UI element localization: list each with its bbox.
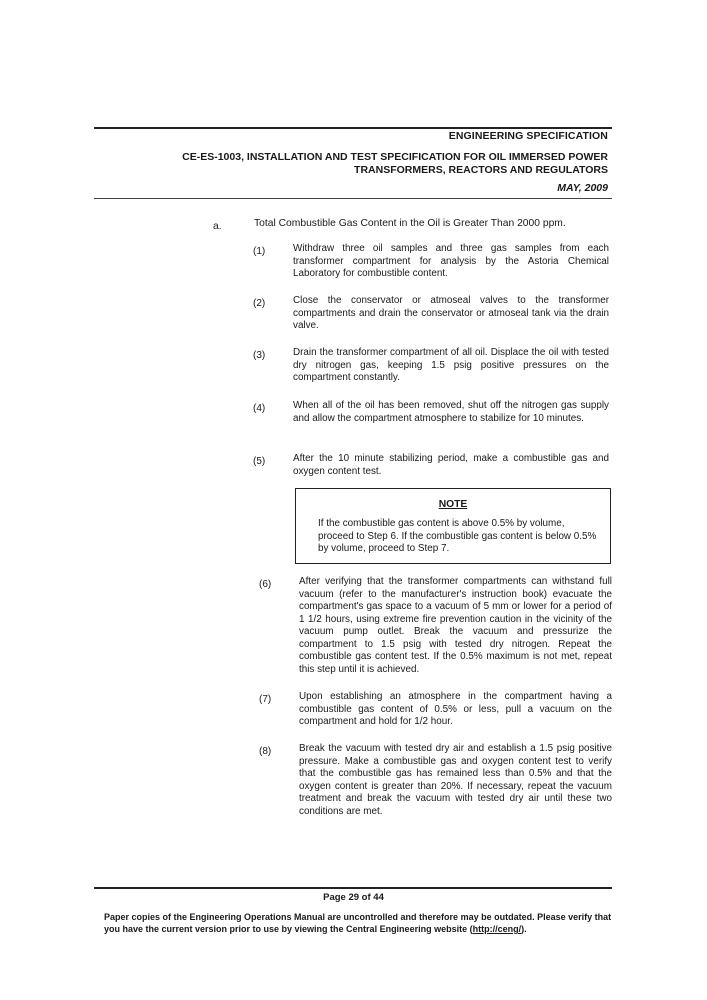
step-number: (8) [259,746,272,757]
note-title: NOTE [438,499,468,510]
section-a-heading: Total Combustible Gas Content in the Oil is Greater Than 2000 ppm. [254,218,566,229]
page-number: Page 29 of 44 [323,892,384,903]
footer-disclaimer [104,911,624,935]
disclaimer-text: Paper copies of the Engineering Operations Manual are uncontrolled and therefore may be outdated. Please verify that you have the current version prior to use by viewing the Central Engineering website ( [104,912,612,934]
spec-title-line-1: CE-ES-1003, INSTALLATION AND TEST SPECIFICATION FOR OIL IMMERSED POWER [182,151,608,163]
header-rule-thin [94,198,612,199]
step-text: When all of the oil has been removed, shut off the nitrogen gas supply and allow the compartment atmosphere to stabilize for 10 minutes. [293,400,609,424]
step-text: Drain the transformer compartment of all oil. Displace the oil with tested dry nitrogen gas, keeping 1.5 psig positive pressures on the compartment constantly. [293,347,609,383]
step-text: After verifying that the transformer compartments can withstand full vacuum (refer to the manufacturer's instruction book) evacuate the compartment's gas space to a vacuum of 5 mm or lower for a period of 1 1/2 hours, using extreme fire prevention caution in the vicinity of the vacuum pump outlet. Break the vacuum and pressurize the compartment to 1.5 psig with tested dry nitrogen. Repeat the combustible gas content test. If the 0.5% maximum is not met, repeat this step until it is achieved. [299,576,612,675]
central-engineering-link[interactable]: http://ceng/ [472,924,522,934]
header-title: ENGINEERING SPECIFICATION [448,130,608,142]
note-box [295,488,611,564]
step-number: (2) [253,298,266,309]
section-a-label: a. [213,221,222,232]
step-text: After the 10 minute stabilizing period, make a combustible gas and oxygen content test. [293,453,609,477]
step-text: Withdraw three oil samples and three gas samples from each transformer compartment for analysis by the Astoria Chemical Laboratory for combustible content. [293,243,609,279]
step-text: Upon establishing an atmosphere in the compartment having a combustible gas content of 0.5% or less, pull a vacuum on the compartment and hold for 1/2 hour. [299,691,612,727]
step-number: (7) [259,694,272,705]
step-number: (1) [253,246,266,257]
note-text: If the combustible gas content is above 0.5% by volume, proceed to Step 6. If the combustible gas content is below 0.5% by volume, proceed to Step 7. [318,518,597,554]
step-number: (6) [259,579,272,590]
spec-title-line-2: TRANSFORMERS, REACTORS AND REGULATORS [354,164,608,176]
step-number: (5) [253,456,266,467]
step-text: Close the conservator or atmoseal valves to the transformer compartments and drain the conservator or atmoseal tank via the drain valve. [293,295,609,331]
footer-rule [94,887,612,889]
disclaimer-end: ). [521,924,527,934]
step-number: (4) [253,403,266,414]
step-text: Break the vacuum with tested dry air and establish a 1.5 psig positive pressure. Make a combustible gas and oxygen content test to verify that the combustible gas has remained less than 0.5% and that the oxygen content is greater than 20%. If necessary, repeat the vacuum treatment and break the vacuum with tested dry air until these two conditions are met. [299,743,612,817]
header-rule [94,127,612,129]
spec-date: MAY, 2009 [557,182,608,194]
step-number: (3) [253,350,266,361]
